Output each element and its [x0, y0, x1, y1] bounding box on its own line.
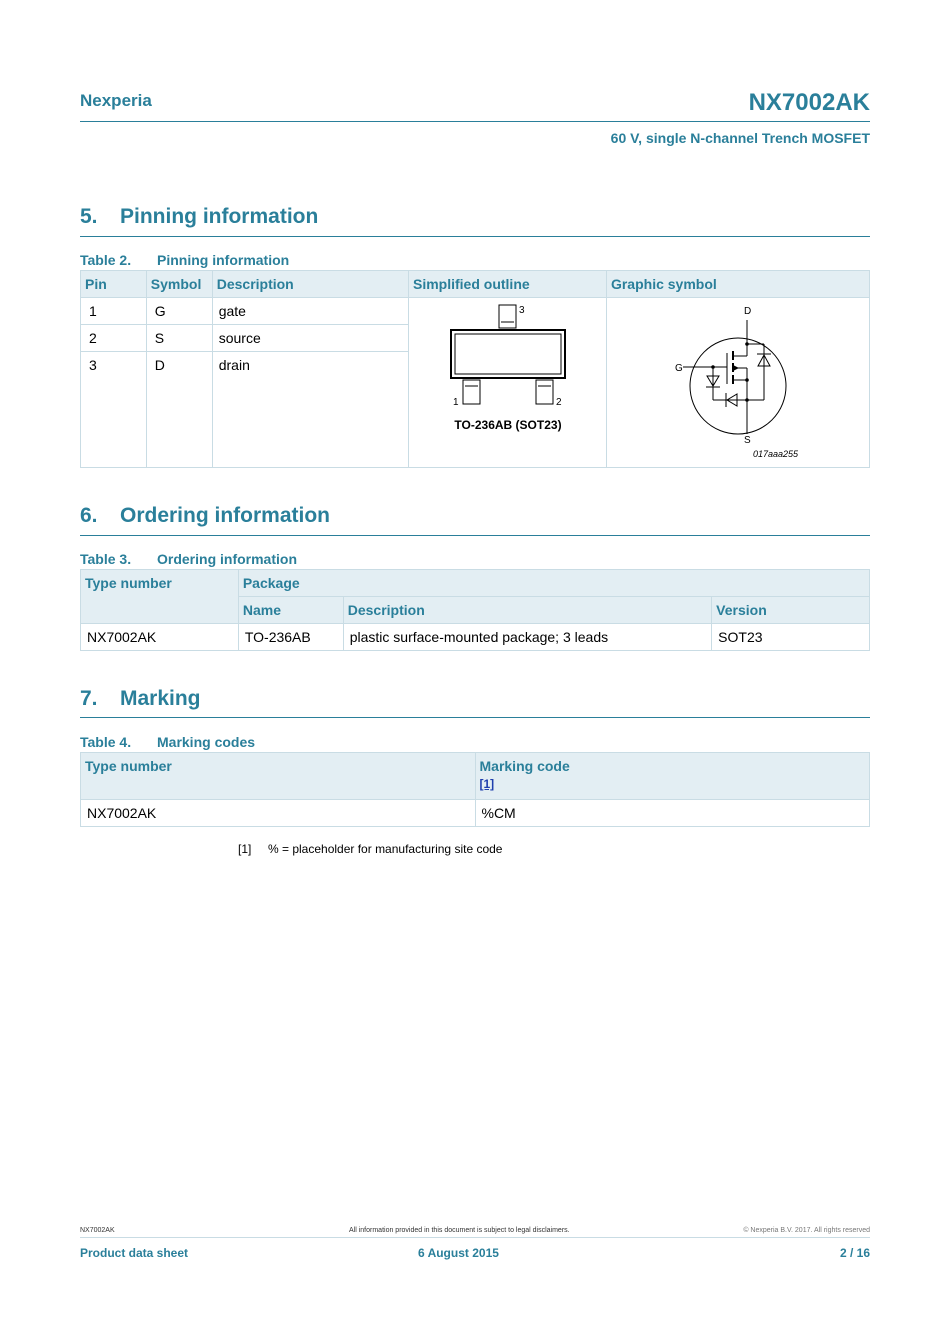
ordering-table — [80, 569, 870, 651]
description-cell: gate — [212, 298, 408, 325]
section-number: 6. — [80, 504, 98, 527]
marking-code-cell: %CM — [475, 800, 870, 827]
col-header-name: Name — [238, 597, 343, 624]
table-label: Table 3. — [80, 551, 132, 567]
package-description-cell: plastic surface-mounted package; 3 leads — [343, 624, 711, 651]
pin-label-1: 1 — [452, 397, 459, 408]
table-caption — [80, 551, 297, 567]
product-name: NX7002AK — [748, 89, 870, 116]
pin-cell: 3 — [81, 352, 147, 468]
footer-doc-id: NX7002AK — [80, 1227, 115, 1234]
marking-table — [80, 752, 870, 827]
product-subtitle: 60 V, single N-channel Trench MOSFET — [610, 130, 870, 146]
footer-doc-type: Product data sheet — [80, 1246, 189, 1260]
footnote-text: % = placeholder for manufacturing site code — [268, 842, 503, 856]
table-title: Ordering information — [157, 551, 297, 567]
table-label: Table 4. — [80, 734, 132, 750]
col-header-symbol: Symbol — [146, 271, 212, 298]
type-number-cell: NX7002AK — [81, 800, 476, 827]
symbol-cell: G — [146, 298, 212, 325]
section-rule — [80, 717, 870, 718]
outline-cell — [408, 298, 606, 468]
section-heading: Pinning information — [120, 205, 319, 228]
symbol-code: 017aaa255 — [752, 449, 799, 459]
table-label: Table 2. — [80, 252, 132, 268]
package-label: TO-236AB (SOT23) — [454, 418, 562, 432]
footer-page-number: 2 / 16 — [839, 1246, 870, 1260]
marking-code-heading: Marking code — [479, 758, 570, 774]
section-rule — [80, 535, 870, 536]
pin-label-3: 3 — [518, 305, 525, 316]
header-rule — [80, 121, 870, 122]
col-header-version: Version — [712, 597, 870, 624]
table-row — [81, 800, 870, 827]
col-header-package: Package — [238, 570, 869, 597]
package-name-cell: TO-236AB — [238, 624, 343, 651]
source-label: S — [743, 435, 751, 446]
col-header-pin: Pin — [81, 271, 147, 298]
section-title-ordering — [80, 504, 330, 528]
pin-label-2: 2 — [555, 397, 562, 408]
section-number: 5. — [80, 205, 98, 228]
pin-cell: 1 — [81, 298, 147, 325]
col-header-marking-code — [475, 753, 870, 800]
footer-rule — [80, 1237, 870, 1238]
drain-label: D — [743, 306, 752, 317]
description-cell: source — [212, 325, 408, 352]
footnote — [238, 842, 502, 856]
graphic-symbol-cell — [606, 298, 869, 468]
footer-date: 6 August 2015 — [418, 1246, 499, 1260]
col-header-type-number: Type number — [81, 570, 239, 624]
type-number-cell: NX7002AK — [81, 624, 239, 651]
table-row — [81, 298, 870, 325]
footer-copyright: © Nexperia B.V. 2017. All rights reserved — [743, 1227, 870, 1234]
sot23-outline-drawing — [409, 298, 605, 466]
table-row — [81, 624, 870, 651]
col-header-outline: Simplified outline — [408, 271, 606, 298]
table-title: Marking codes — [157, 734, 256, 750]
footnote-link[interactable]: [1] — [479, 777, 495, 791]
footer-disclaimer: All information provided in this document is subject to legal disclaimers. — [349, 1227, 570, 1234]
description-cell: drain — [212, 352, 408, 468]
section-title-marking — [80, 687, 201, 711]
table-title: Pinning information — [157, 252, 290, 268]
section-heading: Marking — [120, 687, 201, 710]
mosfet-symbol-drawing — [607, 298, 869, 466]
table-caption — [80, 252, 289, 268]
pinning-table — [80, 270, 870, 468]
symbol-cell: D — [146, 352, 212, 468]
gate-label: G — [674, 363, 683, 374]
section-heading: Ordering information — [120, 504, 330, 527]
section-title-pinning — [80, 205, 318, 229]
pin-cell: 2 — [81, 325, 147, 352]
col-header-description: Description — [212, 271, 408, 298]
version-cell: SOT23 — [712, 624, 870, 651]
company-name: Nexperia — [80, 91, 152, 110]
section-number: 7. — [80, 687, 98, 710]
symbol-cell: S — [146, 325, 212, 352]
col-header-type-number: Type number — [81, 753, 476, 800]
footnote-ref: [1] — [238, 842, 252, 856]
col-header-graphic-symbol: Graphic symbol — [606, 271, 869, 298]
table-caption — [80, 734, 255, 750]
section-rule — [80, 236, 870, 237]
col-header-description: Description — [343, 597, 711, 624]
